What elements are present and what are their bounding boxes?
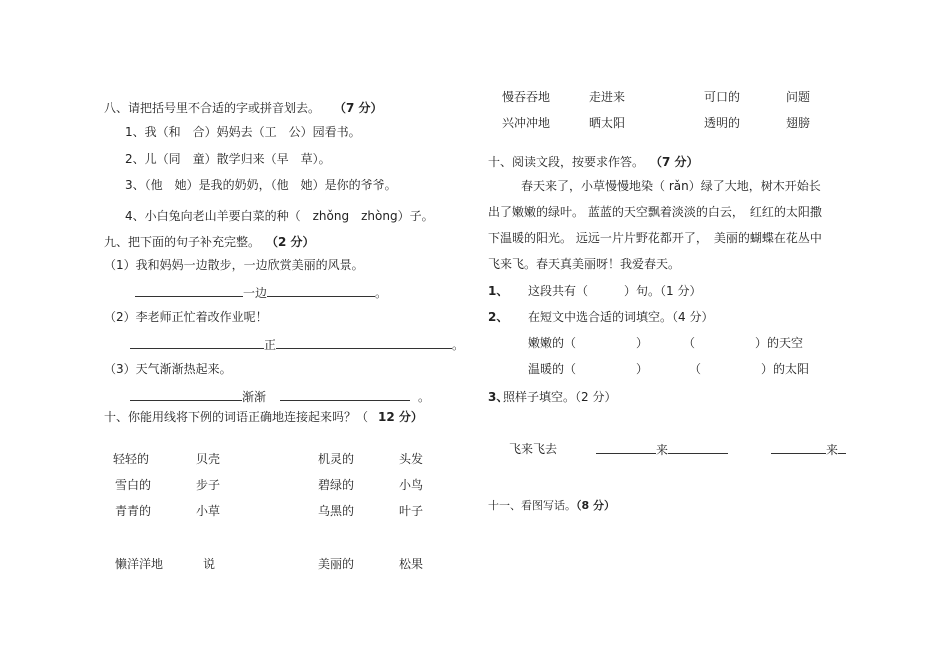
match-word[interactable]: 可口的 <box>704 90 741 104</box>
match-word[interactable]: 说 <box>203 557 216 571</box>
answer-connector: 来 <box>826 443 839 457</box>
match-word[interactable]: 慢吞吞地 <box>502 90 551 104</box>
answer-connector: 渐渐 <box>242 390 267 404</box>
section-9-title: 九、把下面的句子补充完整。 <box>104 235 261 249</box>
answer-blank[interactable] <box>276 337 452 349</box>
s9-answer-3 <box>130 389 430 404</box>
question-number: 3、 <box>488 390 509 404</box>
match-word[interactable]: 步子 <box>196 478 221 492</box>
answer-end: 。 <box>375 286 388 300</box>
s9-answer-1 <box>135 285 387 300</box>
match-word[interactable]: 美丽的 <box>318 557 355 571</box>
fill-blank-a: 嫩嫩的（ ） <box>528 336 649 350</box>
passage-line: 飞来飞。春天真美丽呀！我爱春天。 <box>488 257 681 271</box>
section-10b-title: 十、阅读文段，按要求作答。 <box>488 155 645 169</box>
answer-connector: 正 <box>264 338 277 352</box>
section-8-title: 八、请把括号里不合适的字或拼音划去。 <box>104 101 321 115</box>
answer-blank[interactable] <box>838 442 846 454</box>
section-10b-heading <box>488 155 699 169</box>
answer-end: 。 <box>452 338 465 352</box>
match-word[interactable]: 小鸟 <box>399 478 424 492</box>
section-11-score: （8 分） <box>576 499 615 512</box>
passage-line: 出了嫩嫩的绿叶。 蓝蓝的天空飘着淡淡的白云， 红红的太阳撒 <box>488 205 822 219</box>
answer-blank[interactable] <box>771 442 826 454</box>
s9-question-2: （2）李老师正忙着改作业呢！ <box>104 310 268 324</box>
match-word[interactable]: 晒太阳 <box>589 116 626 130</box>
answer-connector: 来 <box>656 443 669 457</box>
match-word[interactable]: 小草 <box>196 504 221 518</box>
question-number: 2、 <box>488 310 509 324</box>
answer-blank[interactable] <box>135 285 243 297</box>
reading-question-3: 照样子填空。（2 分） <box>503 390 617 404</box>
match-word[interactable]: 贝壳 <box>196 452 221 466</box>
s8-item-2: 2、儿（同 童）散学归来（早 草）。 <box>125 152 331 166</box>
match-word[interactable]: 头发 <box>399 452 424 466</box>
answer-end: 。 <box>418 390 431 404</box>
section-10b-score: （7 分） <box>650 155 699 169</box>
reading-question-2: 在短文中选合适的词填空。（4 分） <box>528 310 714 324</box>
section-11-heading <box>488 499 615 513</box>
match-word[interactable]: 雪白的 <box>115 478 152 492</box>
match-word[interactable]: 兴冲冲地 <box>502 116 551 130</box>
answer-blank[interactable] <box>668 442 728 454</box>
fill-blank-b: （ ）的天空 <box>683 336 804 350</box>
match-word[interactable]: 碧绿的 <box>318 478 355 492</box>
match-word[interactable]: 懒洋洋地 <box>115 557 164 571</box>
passage-line: 下温暖的阳光。 远远一片片野花都开了， 美丽的蝴蝶在花丛中 <box>488 231 822 245</box>
answer-blank[interactable] <box>130 389 242 401</box>
fill-blank-d: （ ）的太阳 <box>689 362 810 376</box>
s9-question-3: （3）天气渐渐热起来。 <box>104 362 232 376</box>
section-10-title: 十、你能用线将下例的词语正确地连接起来吗？（ <box>104 410 369 424</box>
match-word[interactable]: 机灵的 <box>318 452 355 466</box>
match-word[interactable]: 翅膀 <box>786 116 811 130</box>
answer-connector: 一边 <box>243 286 268 300</box>
passage-line: 春天来了，小草慢慢地染（ rǎn）绿了大地，树木开始长 <box>521 179 821 193</box>
match-word[interactable]: 叶子 <box>399 504 424 518</box>
s8-item-1: 1、我（和 合）妈妈去（工 公）园看书。 <box>125 125 361 139</box>
section-10-score: 12 分） <box>378 410 423 424</box>
section-8-score: （7 分） <box>334 101 383 115</box>
s9-answer-2 <box>130 337 464 352</box>
match-word[interactable]: 走进来 <box>589 90 626 104</box>
fill-answer-2 <box>771 442 846 457</box>
section-9-heading <box>104 235 315 249</box>
section-11-title: 十一、看图写话。 <box>488 499 576 512</box>
match-word[interactable]: 青青的 <box>115 504 152 518</box>
example-phrase: 飞来飞去 <box>509 442 558 456</box>
section-10-heading <box>104 410 423 424</box>
fill-blank-c: 温暖的（ ） <box>528 362 649 376</box>
s8-item-3: 3、（他 她）是我的奶奶，（他 她）是你的爷爷。 <box>125 178 397 192</box>
match-word[interactable]: 松果 <box>399 557 424 571</box>
match-word[interactable]: 问题 <box>786 90 811 104</box>
section-8-heading <box>104 101 383 115</box>
reading-question-1: 这段共有（ ）句。（1 分） <box>528 284 702 298</box>
question-number: 1、 <box>488 284 509 298</box>
answer-blank[interactable] <box>267 285 375 297</box>
section-9-score: （2 分） <box>266 235 315 249</box>
match-word[interactable]: 乌黑的 <box>318 504 355 518</box>
answer-blank[interactable] <box>280 389 410 401</box>
fill-answer-1 <box>596 442 728 457</box>
answer-blank[interactable] <box>596 442 656 454</box>
s8-item-4: 4、小白兔向老山羊要白菜的种（ zhǒng zhòng）子。 <box>125 209 434 223</box>
match-word[interactable]: 透明的 <box>704 116 741 130</box>
answer-blank[interactable] <box>130 337 264 349</box>
match-word[interactable]: 轻轻的 <box>113 452 150 466</box>
s9-question-1: （1）我和妈妈一边散步，一边欣赏美丽的风景。 <box>104 258 364 272</box>
